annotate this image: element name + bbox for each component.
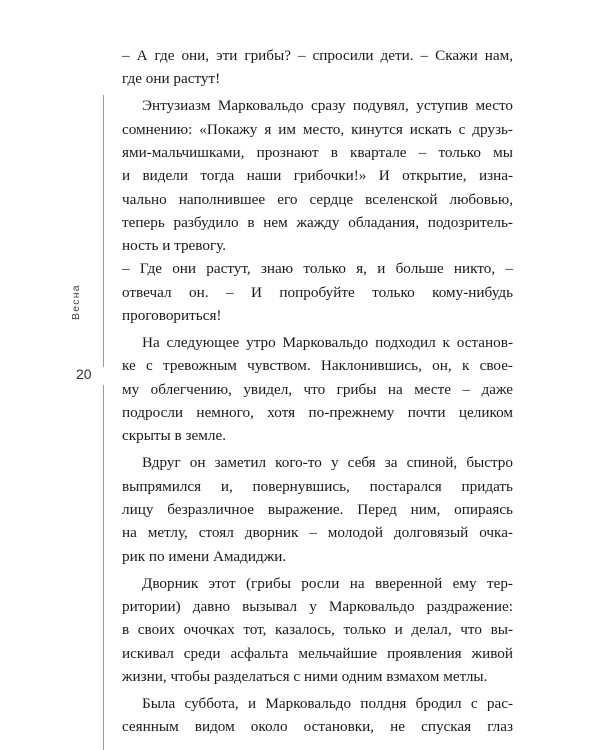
text-line: ность и тревогу.: [122, 237, 227, 255]
text-line: в своих очочках тот, казалось, только и делал, что вы-: [122, 621, 513, 639]
text-line: лицу безразличное выражение. Перед ним, опираясь: [122, 501, 513, 519]
text-line: где они растут!: [122, 70, 221, 88]
paragraph-4: [122, 331, 513, 447]
text-line: Дворник этот (грибы росли на вверенной ему тер-: [142, 574, 513, 592]
text-line: му облегчению, увидел, что грибы на месте – даже: [122, 380, 513, 398]
text-line: ритории) давно вызывал у Марковальдо раздражение:: [122, 598, 513, 616]
text-line: отвечал он. – И попробуйте только кому-нибудь: [122, 283, 513, 301]
text-line: Вдруг он заметил кого-то у себя за спиной, быстро: [142, 454, 513, 472]
text-line: ке с тревожным чувством. Наклонившись, он, к свое-: [122, 357, 513, 375]
text-line: сеянным видом около остановки, не спуская глаз: [122, 718, 513, 736]
text-line: подросли немного, хотя по-прежнему почти целиком: [122, 404, 513, 422]
text-line: жизни, чтобы разделаться с ними одним взмахом метлы.: [122, 667, 488, 685]
margin-rule-bottom: [103, 385, 104, 750]
text-line: сомнению: «Покажу я им место, кинутся искать с друзь-: [122, 120, 513, 138]
text-line: скрыты в земле.: [122, 427, 226, 445]
text-line: рик по имени Амадиджи.: [122, 547, 287, 565]
text-line: Энтузиазм Марковальдо сразу подувял, уступив место: [142, 97, 513, 115]
paragraph-1: [122, 44, 513, 91]
text-line: – Где они растут, знаю только я, и больше никто, –: [122, 260, 513, 278]
page-number: 20: [76, 366, 92, 382]
paragraph-2: [122, 94, 513, 257]
text-line: ями-мальчишками, прознают в квартале – только мы: [122, 143, 513, 161]
paragraph-5: [122, 451, 513, 567]
text-line: выпрямился и, повернувшись, постарался придать: [122, 477, 513, 495]
paragraph-7: [122, 692, 513, 739]
text-line: и видели тогда наши грибочки!» И открытие, изна-: [122, 167, 513, 185]
text-line: искивал среди асфальта мельчайшие проявления живой: [122, 644, 513, 662]
text-line: теперь разбудило в нем жажду обладания, подозритель-: [122, 213, 513, 231]
margin-rule-top: [103, 95, 104, 367]
text-line: на метлу, стоял дворник – молодой долговязый очка-: [122, 524, 513, 542]
text-line: На следующее утро Марковальдо подходил к останов-: [142, 334, 513, 352]
text-line: Была суббота, и Марковальдо полдня бродил с рас-: [142, 695, 513, 712]
page-margin-sidebar: [58, 0, 108, 750]
text-line: чально наполнившее его сердце вселенской любовью,: [122, 190, 513, 208]
paragraph-6: [122, 572, 513, 688]
section-title: Весна: [70, 284, 82, 320]
text-line: – А где они, эти грибы? – спросили дети. – Скажи нам,: [122, 47, 513, 64]
text-line: проговориться!: [122, 307, 222, 325]
paragraph-3: [122, 257, 513, 327]
body-text: [122, 44, 513, 739]
